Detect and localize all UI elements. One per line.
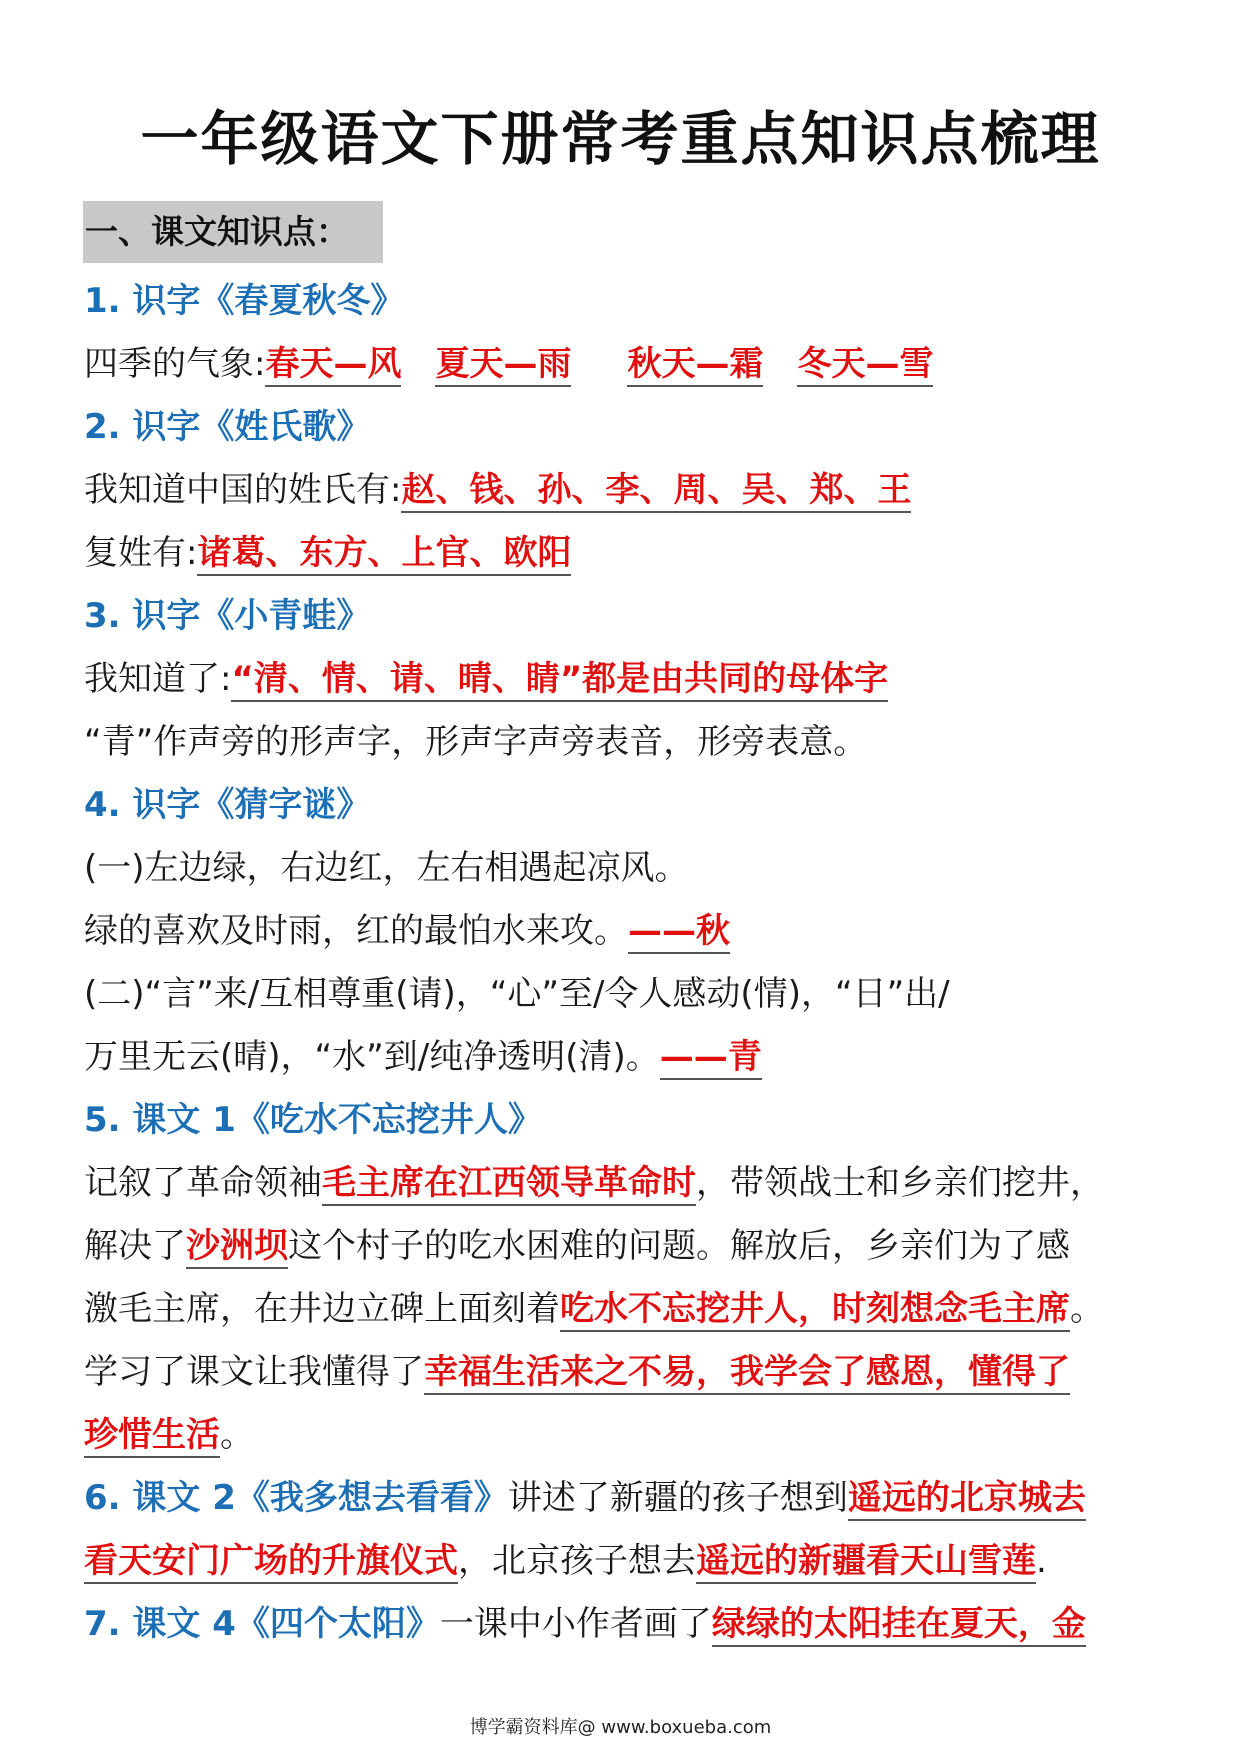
answer-beijing: 遥远的北京城去: [848, 1478, 1086, 1521]
answer-surnames: 赵、钱、孙、李、周、吴、郑、王: [401, 470, 911, 513]
lesson-heading-7: 7. 课文 4《四个太阳》: [84, 1604, 440, 1644]
text-line-lesson-7: [84, 1593, 1194, 1656]
section-heading: 一、课文知识点：: [83, 201, 383, 263]
answer-riddle-1: ——秋: [628, 911, 730, 954]
text-line-seasons: [84, 333, 1194, 396]
answer-snow-lotus: 遥远的新疆看天山雪莲: [696, 1541, 1036, 1584]
line-text: 一课中小作者画了: [439, 1604, 712, 1644]
answer-shazhouba: 沙洲坝: [186, 1226, 288, 1269]
footer-watermark: 博学霸资料库@ www.boxueba.com: [469, 1717, 772, 1738]
text-line-well-5: [84, 1404, 1194, 1467]
line-text: 解决了: [84, 1226, 186, 1266]
line-text: 讲述了新疆的孩子想到: [507, 1478, 848, 1518]
text-line-well-2: [84, 1215, 1194, 1278]
line-text: 我知道了:: [84, 659, 232, 699]
text-line-phonetic: “青”作声旁的形声字，形声字声旁表音，形旁表意。: [84, 722, 868, 762]
text-line-lesson-6a: [84, 1467, 1194, 1530]
line-text: 。: [220, 1415, 254, 1455]
answer-green-sun: 绿绿的太阳挂在夏天，金: [712, 1604, 1086, 1647]
text-line-well-4: [84, 1341, 1194, 1404]
text-line-surnames: [84, 459, 1194, 522]
lesson-heading-3: 3. 识字《小青蛙》: [84, 596, 371, 636]
line-text: 绿的喜欢及时雨，红的最怕水来攻。: [84, 911, 628, 951]
line-text: 复姓有:: [84, 533, 198, 573]
answer-riddle-2: ——青: [660, 1037, 762, 1080]
answer-autumn: 秋天—霜: [627, 344, 763, 387]
line-text: 记叙了革命领袖: [84, 1163, 322, 1203]
text-line-lesson-6b: [84, 1530, 1194, 1593]
answer-lesson-learned: 幸福生活来之不易，我学会了感恩，懂得了: [424, 1352, 1070, 1395]
answer-winter: 冬天—雪: [797, 344, 933, 387]
lesson-heading-5: 5. 课文 1《吃水不忘挖井人》: [84, 1100, 542, 1140]
text-line-well-1: [84, 1152, 1194, 1215]
text-line-frog: [84, 648, 1194, 711]
answer-compound-surnames: 诸葛、东方、上官、欧阳: [197, 533, 571, 576]
text-line-riddle-1b: [84, 900, 1194, 963]
line-text: 这个村子的吃水困难的问题。解放后，乡亲们为了感: [288, 1226, 1070, 1266]
line-text: 我知道中国的姓氏有:: [84, 470, 402, 510]
line-text: 四季的气象:: [84, 344, 266, 384]
line-text: 万里无云(晴)，“水”到/纯净透明(清)。: [84, 1037, 660, 1077]
text-line-compound-surnames: [84, 522, 1194, 585]
line-text: 学习了课文让我懂得了: [84, 1352, 424, 1392]
page-title: 一年级语文下册常考重点知识点梳理: [140, 105, 1101, 173]
lesson-heading-6: 6. 课文 2《我多想去看看》: [84, 1478, 508, 1518]
text-line-riddle-2b: [84, 1026, 1194, 1089]
answer-spring: 春天—风: [265, 344, 401, 387]
answer-summer: 夏天—雨: [435, 344, 571, 387]
text-line-riddle-1: (一)左边绿，右边红，左右相遇起凉风。: [84, 848, 689, 888]
text-line-well-3: [84, 1278, 1194, 1341]
answer-cherish-life: 珍惜生活: [84, 1415, 220, 1458]
line-text: 。: [1070, 1289, 1104, 1329]
lesson-heading-1: 1. 识字《春夏秋冬》: [84, 281, 405, 321]
lesson-heading-4: 4. 识字《猜字谜》: [84, 785, 371, 825]
answer-inscription: 吃水不忘挖井人，时刻想念毛主席: [560, 1289, 1070, 1332]
line-text: 激毛主席，在井边立碑上面刻着: [84, 1289, 560, 1329]
line-text: .: [1036, 1541, 1047, 1581]
line-text: ，北京孩子想去: [458, 1541, 696, 1581]
answer-flag-ceremony: 看天安门广场的升旗仪式: [84, 1541, 458, 1584]
line-text: ，带领战士和乡亲们挖井，: [696, 1163, 1104, 1203]
document-content: [84, 270, 1194, 1656]
text-line-riddle-2: (二)“言”来/互相尊重(请)，“心”至/令人感动(情)，“日”出/: [84, 974, 950, 1014]
answer-chairman-mao: 毛主席在江西领导革命时: [322, 1163, 696, 1206]
lesson-heading-2: 2. 识字《姓氏歌》: [84, 407, 371, 447]
answer-qing-characters: “清、情、请、晴、睛”都是由共同的母体字: [231, 659, 888, 702]
